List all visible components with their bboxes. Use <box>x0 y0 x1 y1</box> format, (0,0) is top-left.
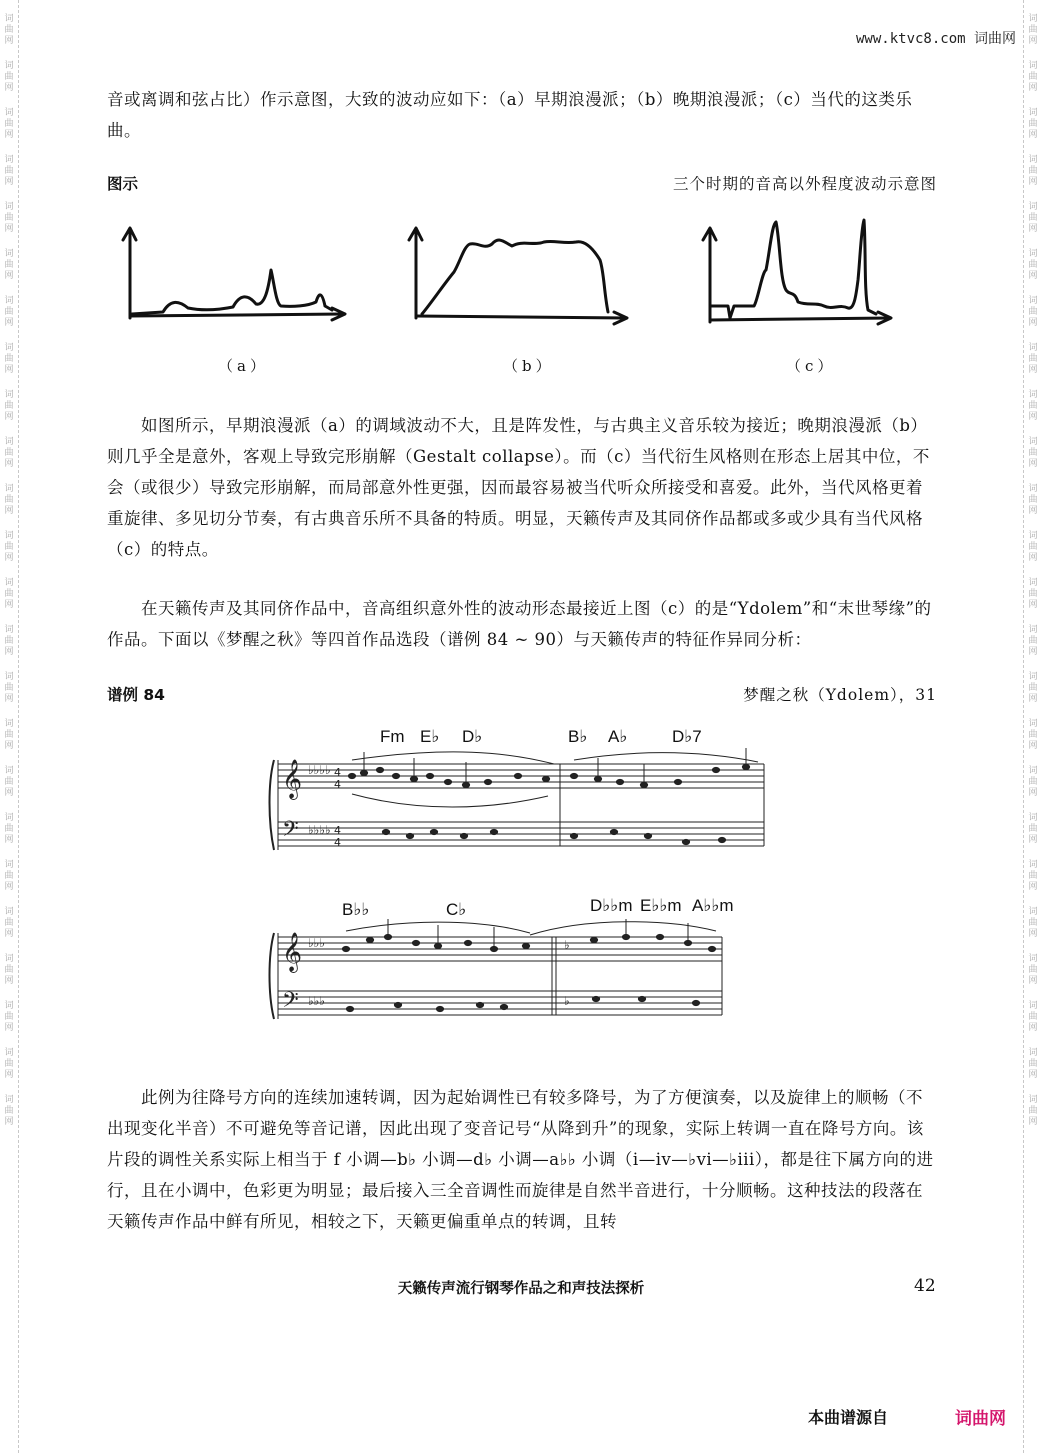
watermark-text: 词 曲 网 <box>4 625 14 657</box>
watermark-text: 词 曲 网 <box>1028 907 1038 939</box>
watermark-text: 词 曲 网 <box>4 343 14 375</box>
chord-label: A♭ <box>608 727 628 746</box>
watermark-text: 词 曲 网 <box>1028 813 1038 845</box>
watermark-text: 词 曲 网 <box>1028 108 1038 140</box>
example-label-row <box>107 683 937 705</box>
svg-text:♭: ♭ <box>564 938 570 952</box>
watermark-text: 词 曲 网 <box>4 484 14 516</box>
watermark-text: 词 曲 网 <box>4 249 14 281</box>
figure-caption: 三个时期的音高以外程度波动示意图 <box>672 175 937 193</box>
watermark-text: 词 曲 网 <box>1028 1095 1038 1127</box>
watermark-text: 词 曲 网 <box>4 108 14 140</box>
svg-text:4: 4 <box>334 824 341 837</box>
watermark-text: 词 曲 网 <box>4 531 14 563</box>
score-system-2 <box>268 895 768 1025</box>
chord-label: C♭ <box>446 900 467 919</box>
watermark-text: 词 曲 网 <box>4 1001 14 1033</box>
svg-text:♭♭♭♭: ♭♭♭♭ <box>308 763 331 777</box>
watermark-text: 词 曲 网 <box>4 907 14 939</box>
chord-label: D♭7 <box>672 727 702 746</box>
chord-label: B♭ <box>568 727 588 746</box>
svg-text:♭: ♭ <box>564 994 570 1008</box>
svg-text:4: 4 <box>334 766 341 779</box>
svg-text:𝄞: 𝄞 <box>282 932 303 972</box>
watermark-text: 词 曲 网 <box>4 954 14 986</box>
watermark-text: 词 曲 网 <box>1028 296 1038 328</box>
page-number: 42 <box>914 1276 936 1296</box>
right-watermark-strip <box>1023 0 1042 1453</box>
chord-label: D♭♭m <box>590 896 633 915</box>
svg-text:♭♭♭: ♭♭♭ <box>308 994 325 1008</box>
watermark-text: 词 曲 网 <box>1028 625 1038 657</box>
watermark-text: 词 曲 网 <box>4 766 14 798</box>
watermark-text: 词 曲 网 <box>1028 860 1038 892</box>
watermark-text: 词 曲 网 <box>1028 14 1038 46</box>
watermark-text: 词 曲 网 <box>1028 61 1038 93</box>
chord-label: E♭ <box>420 727 440 746</box>
wave-graph-a <box>118 222 350 332</box>
page-header <box>856 28 1016 48</box>
watermark-text: 词 曲 网 <box>4 61 14 93</box>
watermark-text: 词 曲 网 <box>1028 1001 1038 1033</box>
chord-label: Fm <box>380 727 405 746</box>
paragraph-1: 如图所示，早期浪漫派（a）的调域波动不大，且是阵发性，与古典主义音乐较为接近；晚期浪漫派（b）则几乎全是意外，客观上导致完形崩解（Gestalt collapse）。而（c）当代衍生风格则在形态上居其中位，不会（或很少）导致完形崩解，而局部意外性更强，因而最容易被当代听众所接受和喜爱。此外，当代风格更着重旋律、多见切分节奏，有古典音乐所不具备的特质。明显，天籁传声及其同侪作品都或多或少具有当代风格（c）的特点。 <box>107 416 930 559</box>
example-label: 谱例 84 <box>107 686 165 704</box>
watermark-text: 词 曲 网 <box>4 578 14 610</box>
watermark-text: 词 曲 网 <box>1028 1048 1038 1080</box>
watermark-text: 词 曲 网 <box>4 296 14 328</box>
watermark-text: 词 曲 网 <box>1028 766 1038 798</box>
watermark-text: 词 曲 网 <box>4 1095 14 1127</box>
svg-text:𝄢: 𝄢 <box>282 988 299 1018</box>
watermark-text: 词 曲 网 <box>4 860 14 892</box>
watermark-text: 词 曲 网 <box>1028 202 1038 234</box>
chord-label: D♭ <box>462 727 483 746</box>
watermark-text: 词 曲 网 <box>1028 437 1038 469</box>
figure-label: 图示 <box>107 175 139 193</box>
watermark-text: 词 曲 网 <box>4 437 14 469</box>
watermark-text: 词 曲 网 <box>1028 719 1038 751</box>
watermark-text: 词 曲 网 <box>4 202 14 234</box>
watermark-text: 词 曲 网 <box>4 1048 14 1080</box>
footer-title: 天籁传声流行钢琴作品之和声技法探析 <box>397 1281 645 1297</box>
figure-label-row <box>107 172 937 194</box>
paragraph-2: 在天籁传声及其同侪作品中，音高组织意外性的波动形态最接近上图（c）的是“Ydolem”和“末世琴缘”的作品。下面以《梦醒之秋》等四首作品选段（谱例 84 ~ 90）与天籁传声的特征作异同分析： <box>107 599 932 649</box>
watermark-text: 词 曲 网 <box>1028 531 1038 563</box>
example-source: 梦醒之秋（Ydolem），31 <box>743 686 937 704</box>
svg-text:♭♭♭♭: ♭♭♭♭ <box>308 823 331 837</box>
svg-text:𝄞: 𝄞 <box>282 759 303 799</box>
chord-label: A♭♭m <box>692 896 734 915</box>
chord-label: B♭♭ <box>342 900 370 919</box>
left-watermark-strip <box>0 0 19 1453</box>
watermark-text: 词 曲 网 <box>1028 155 1038 187</box>
intro-paragraph: 音或离调和弦占比）作示意图，大致的波动应如下：（a）早期浪漫派；（b）晚期浪漫派；（c）当代的这类乐曲。 <box>107 90 913 140</box>
watermark-text: 词 曲 网 <box>1028 343 1038 375</box>
watermark-text: 词 曲 网 <box>4 155 14 187</box>
header-url[interactable]: www.ktvc8.com <box>856 31 966 47</box>
score-system-1 <box>268 722 768 862</box>
header-site-name: 词曲网 <box>974 31 1017 47</box>
svg-text:4: 4 <box>334 836 341 849</box>
watermark-text: 词 曲 网 <box>1028 578 1038 610</box>
paragraph-3: 此例为往降号方向的连续加速转调，因为起始调性已有较多降号，为了方便演奏，以及旋律上的顺畅（不出现变化半音）不可避免等音记谱，因此出现了变音记号“从降到升”的现象，实际上转调一直在降号方向。该片段的调性关系实际上相当于 f 小调—b♭ 小调—d♭ 小调—a♭♭ 小调（i—iv—♭vi—♭iii），都是往下属方向的进行，且在小调中，色彩更为明显；最后接入三全音调性而旋律是自然半音进行，十分顺畅。这种技法的段落在天籁传声作品中鲜有所见，相较之下，天籁更偏重单点的转调，且转 <box>107 1088 934 1231</box>
watermark-text: 词 曲 网 <box>4 14 14 46</box>
svg-text:♭♭♭: ♭♭♭ <box>308 936 325 950</box>
watermark-text: 词 曲 网 <box>1028 954 1038 986</box>
source-label: 本曲谱源自 <box>808 1408 889 1427</box>
watermark-text: 词 曲 网 <box>4 390 14 422</box>
watermark-text: 词 曲 网 <box>4 719 14 751</box>
watermark-text: 词 曲 网 <box>1028 249 1038 281</box>
svg-text:4: 4 <box>334 778 341 791</box>
wave-graph-b <box>404 222 636 332</box>
watermark-text: 词 曲 网 <box>1028 672 1038 704</box>
svg-text:𝄢: 𝄢 <box>282 817 299 847</box>
wave-graph-c <box>698 210 898 332</box>
watermark-text: 词 曲 网 <box>1028 390 1038 422</box>
watermark-text: 词 曲 网 <box>4 672 14 704</box>
panel-b-label: （b） <box>503 357 555 375</box>
watermark-text: 词 曲 网 <box>4 813 14 845</box>
panel-a-label: （a） <box>218 357 269 375</box>
brand-logo[interactable]: 词曲网 <box>955 1409 1006 1429</box>
chord-label: E♭♭m <box>640 896 682 915</box>
panel-c-label: （c） <box>786 357 837 375</box>
watermark-text: 词 曲 网 <box>1028 484 1038 516</box>
